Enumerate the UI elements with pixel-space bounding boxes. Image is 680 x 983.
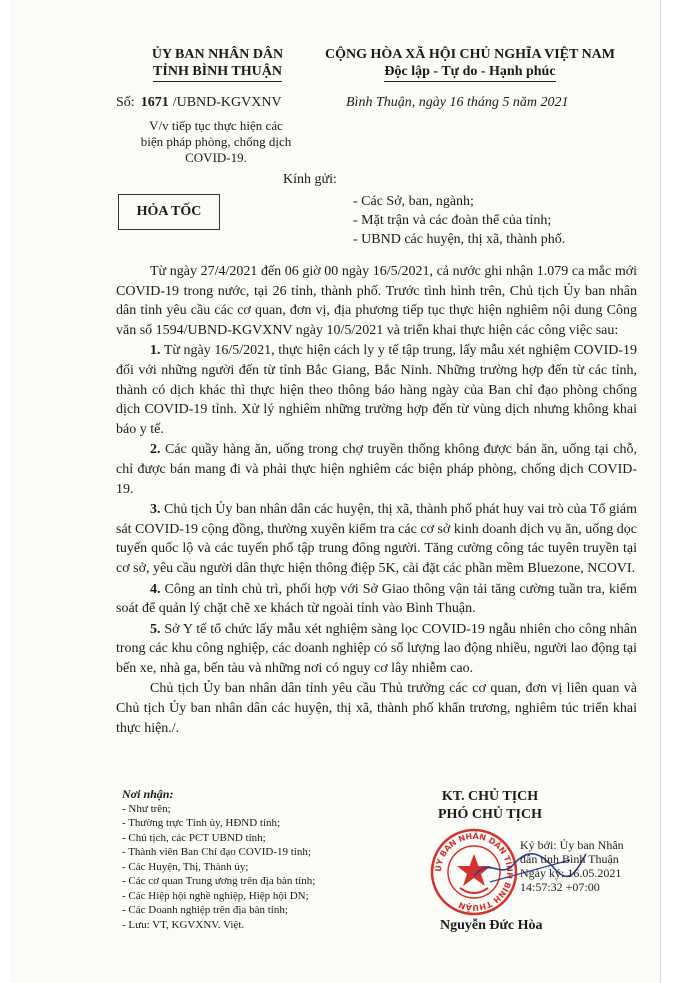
intro-paragraph: Từ ngày 27/4/2021 đến 06 giờ 00 ngày 16/5/2021, cả nước ghi nhận 1.079 ca mắc mới COVID-19 trong nước, tại 26 tỉnh, thành phố. Trước tình hình trên, Chủ tịch Ủy ban nhân dân tỉnh yêu cầu các cơ quan, đơn vị, địa phương tiếp tục thực hiện nghiêm nội dung Công văn số 1594/UBND-KGVXNV ngày 10/5/2021 và triển khai thực hiện các công việc sau:	[116, 264, 637, 338]
digital-signature-line: Ngày ký: 16.05.2021	[520, 866, 622, 880]
item-number: 5.	[150, 621, 161, 637]
document-page	[10, 0, 661, 983]
signature-title	[410, 788, 570, 824]
distribution-item: - Các Huyện, Thị, Thành ủy;	[122, 860, 249, 873]
directive-item-4	[116, 580, 637, 619]
distribution-item: - Thành viên Ban Chỉ đạo COVID-19 tỉnh;	[122, 846, 311, 858]
distribution-item: - Chủ tịch, các PCT UBND tỉnh;	[122, 831, 266, 844]
item-number: 2.	[150, 442, 161, 458]
digital-signature-line: dân tỉnh Bình Thuận	[520, 852, 619, 866]
org-name-line2: TỈNH BÌNH THUẬN	[153, 63, 282, 82]
signature-title-line2: PHÓ CHỦ TỊCH	[438, 807, 542, 822]
nation-name: CỘNG HÒA XÃ HỘI CHỦ NGHĨA VIỆT NAM	[324, 47, 615, 62]
document-body	[116, 262, 637, 739]
item-text: Sở Y tế tổ chức lấy mẫu xét nghiệm sàng lọc COVID-19 ngẫu nhiên cho công nhân trong các khu công nghiệp, các doanh nghiệp có số lượng lao động nhiều, người lao động tại bến xe, nhà ga, bến tàu và những nơi có nguy cơ lây nhiễm cao.	[116, 621, 638, 676]
closing-paragraph: Chủ tịch Ủy ban nhân dân tỉnh yêu cầu Thủ trưởng các cơ quan, đơn vị liên quan và Chủ tịch Ủy ban nhân dân các huyện, thị xã, thành phố khẩn trương, nghiêm túc triển khai thực hiện./.	[116, 681, 637, 736]
distribution-list	[122, 787, 315, 932]
urgency-stamp: HỎA TỐC	[118, 194, 220, 230]
subject-line: COVID-19.	[185, 150, 247, 165]
item-text: Các quầy hàng ăn, uống trong chợ truyền thống không được bán ăn, uống tại chỗ, chỉ được bán mang đi và phải thực hiện nghiêm các biện pháp phòng, chống dịch COVID-19.	[116, 442, 637, 497]
recipients-list	[353, 192, 565, 249]
distribution-item: - Các Hiệp hội nghề nghiệp, Hiệp hội DN;	[122, 889, 309, 902]
recipient-item: - Mặt trận và các đoàn thể của tỉnh;	[353, 213, 552, 228]
directive-item-3	[116, 500, 637, 578]
recipients-label: Kính gửi:	[283, 172, 337, 187]
item-text: Chủ tịch Ủy ban nhân dân các huyện, thị xã, thành phố phát huy vai trò của Tổ giám sát COVID-19 cộng đồng, thường xuyên kiểm tra các cơ sở kinh doanh dịch vụ ăn, uống dọc tuyến quốc lộ và các tuyến phố tập trung đông người. Tăng cường công tác tuyên truyền tại cơ sở, yêu cầu người dân thực hiện thông điệp 5K, cài đặt các phần mềm Bluezone, NCOVI.	[116, 502, 638, 576]
number-value: 1671	[140, 95, 169, 110]
subject-summary	[116, 118, 316, 166]
number-label: Số:	[116, 95, 135, 110]
org-name-line1: ỦY BAN NHÂN DÂN	[151, 47, 284, 62]
issuing-authority	[130, 46, 305, 82]
distribution-item: - Thường trực Tỉnh ủy, HĐND tỉnh;	[122, 817, 281, 829]
digital-signature-info	[520, 838, 624, 894]
distribution-item: - Lưu: VT, KGVXNV. Việt.	[122, 918, 245, 931]
document-number	[116, 95, 282, 111]
item-number: 4.	[150, 581, 161, 597]
directive-item-1	[116, 341, 637, 439]
item-number: 1.	[150, 343, 161, 359]
national-motto: Độc lập - Tự do - Hạnh phúc	[384, 63, 555, 82]
seal-text: ỦY BAN NHÂN DÂN TỈNH BÌNH THUẬN	[433, 831, 515, 913]
signature-title-line1: KT. CHỦ TỊCH	[441, 789, 539, 804]
distribution-item: - Như trên;	[122, 802, 171, 815]
distribution-title: Nơi nhận:	[122, 787, 174, 801]
issue-date: Bình Thuận, ngày 16 tháng 5 năm 2021	[346, 95, 569, 110]
item-number: 3.	[150, 502, 161, 518]
subject-line: V/v tiếp tục thực hiện các	[149, 118, 283, 133]
subject-line: biện pháp phòng, chống dịch	[140, 134, 292, 149]
signer-name: Nguyễn Đức Hòa	[440, 918, 543, 933]
digital-signature-line: Ký bởi: Ủy ban Nhân	[520, 838, 624, 852]
digital-signature-line: 14:57:32 +07:00	[520, 880, 600, 894]
number-code: /UBND-KGVXNV	[172, 95, 282, 110]
distribution-item: - Các Doanh nghiệp trên địa bàn tỉnh;	[122, 904, 288, 916]
recipient-item: - Các Sở, ban, ngành;	[353, 194, 474, 209]
directive-item-2	[116, 440, 637, 499]
directive-item-5	[116, 620, 637, 679]
item-text: Công an tỉnh chủ trì, phối hợp với Sở Giao thông vận tải tăng cường tuần tra, kiểm soát để quản lý chặt chẽ xe khách từ ngoài tỉnh vào Bình Thuận.	[116, 581, 637, 617]
national-heading	[300, 46, 640, 82]
distribution-item: - Các cơ quan Trung ương trên địa bàn tỉnh;	[122, 875, 316, 887]
recipient-item: - UBND các huyện, thị xã, thành phố.	[353, 232, 566, 247]
item-text: Từ ngày 16/5/2021, thực hiện cách ly y tế tập trung, lấy mẫu xét nghiệm COVID-19 đối với những người đến từ tỉnh Bắc Giang, Bắc Ninh. Những trường hợp đến từ các tỉnh, thành có dịch khác thì thực hiện theo thông báo hàng ngày của Ban chỉ đạo phòng chống dịch COVID-19 tỉnh. Xử lý nghiêm những trường hợp đến từ vùng dịch nhưng không khai báo y tế.	[116, 343, 637, 437]
